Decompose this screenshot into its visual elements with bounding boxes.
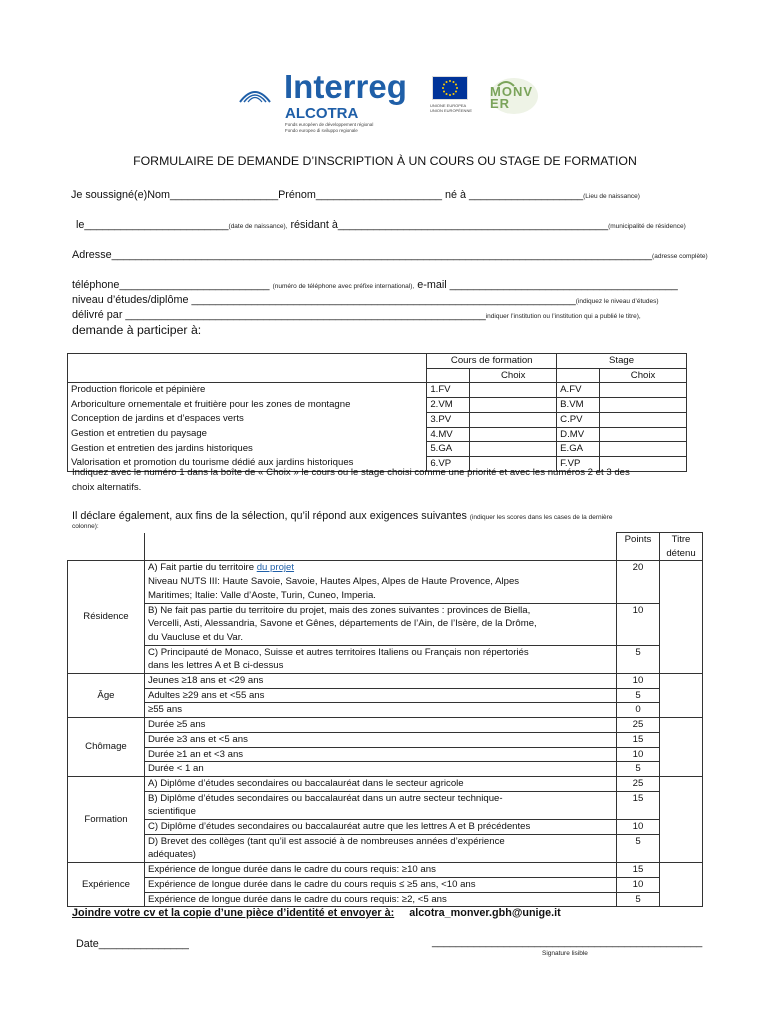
alcotra-logo-text: ALCOTRA (285, 105, 359, 122)
points-value: 10 (617, 603, 660, 645)
phone-field[interactable]: _________________________ (119, 279, 270, 291)
course-code: 4.MV (427, 427, 470, 442)
formation-row (68, 820, 703, 835)
residence-c-line-2: dans les lettres A et B ci-dessus (147, 660, 284, 672)
course-row (68, 412, 687, 427)
residence-option-c (144, 645, 616, 673)
experience-row (68, 892, 703, 907)
age-row (68, 703, 703, 718)
birth-residence-line (76, 219, 686, 231)
prenom-label: Prénom (278, 189, 316, 201)
stage-choice-box[interactable] (600, 412, 687, 427)
eu-stars-icon (433, 77, 467, 99)
nom-label: Je soussigné(e)Nom (71, 189, 171, 201)
points-value: 5 (617, 834, 660, 862)
chomage-option: Durée ≥5 ans (144, 718, 616, 733)
choice-instruction-2: choix alternatifs. (72, 482, 142, 493)
stage-code: F.VP (557, 456, 600, 471)
stage-header: Stage (557, 354, 687, 369)
formation-label: Formation (68, 776, 145, 862)
interreg-logo-text: Interreg (284, 68, 407, 105)
residence-row-b (68, 603, 703, 645)
course-code: 5.GA (427, 442, 470, 457)
birthdate-field[interactable]: ________________________ (84, 219, 229, 231)
formation-option-a: A) Diplôme d’études secondaires ou baccalauréat dans le secteur agricole (144, 776, 616, 791)
residence-note: (municipalité de résidence) (608, 223, 686, 230)
chomage-row (68, 762, 703, 777)
course-row (68, 427, 687, 442)
course-name: Gestion et entretien des jardins historiques (68, 442, 427, 457)
address-field[interactable]: __________________________________________________________________________________________ (111, 249, 653, 261)
study-level-label: niveau d’études/diplôme (72, 294, 189, 306)
chomage-option: Durée < 1 an (144, 762, 616, 777)
points-value: 15 (617, 791, 660, 819)
experience-row (68, 877, 703, 892)
points-value: 10 (617, 674, 660, 689)
points-value: 25 (617, 776, 660, 791)
chomage-option: Durée ≥1 an et <3 ans (144, 747, 616, 762)
age-label: Âge (68, 674, 145, 718)
experience-option: Expérience de longue durée dans le cadre du cours requis: ≥10 ans (144, 863, 616, 878)
titre-header (659, 533, 702, 561)
stage-choice-box[interactable] (600, 383, 687, 398)
birthplace-field[interactable]: ___________________ (469, 189, 584, 201)
formation-d-line-2: adéquates) (147, 849, 196, 861)
cours-choice-header: Choix (470, 368, 557, 383)
residence-option-a (144, 561, 616, 603)
points-value: 5 (617, 688, 660, 703)
titre-box[interactable] (659, 674, 702, 718)
points-value: 25 (617, 718, 660, 733)
phone-line (72, 279, 678, 291)
points-value: 10 (617, 877, 660, 892)
experience-option: Expérience de longue durée dans le cadre du cours requis: ≥2, <5 ans (144, 892, 616, 907)
residence-row-a (68, 561, 703, 603)
eu-caption-2: UNION EUROPÉENNE (430, 108, 473, 113)
submission-line (72, 907, 561, 919)
formation-row (68, 791, 703, 819)
course-choice-box[interactable] (470, 412, 557, 427)
residence-option-b (144, 603, 616, 645)
titre-box[interactable] (659, 561, 702, 674)
chomage-label: Chômage (68, 718, 145, 777)
course-name: Conception de jardins et d’espaces verts (68, 412, 427, 427)
course-code: 1.FV (427, 383, 470, 398)
course-choice-box[interactable] (470, 427, 557, 442)
course-code: 6.VP (427, 456, 470, 471)
stage-choice-box[interactable] (600, 398, 687, 413)
formation-b-line-1: B) Diplôme d’études secondaires ou baccalauréat dans un autre secteur technique- (147, 792, 503, 804)
residence-a-line-1: A) Fait partie du territoire (147, 562, 257, 574)
ne-label: né à (445, 189, 467, 201)
formation-option-c: C) Diplôme d’études secondaires ou baccalauréat autre que les lettres A et B précédentes (144, 820, 616, 835)
residence-b-line-1: B) Ne fait pas partie du territoire du projet, mais des zones suivantes : provinces de Biella, (147, 604, 531, 616)
choice-instruction-1: Indiquez avec le numéro 1 dans la boîte de « Choix » le cours ou le stage choisi comme une priorité et avec les numéros 2 et 3 des (72, 467, 630, 478)
course-name: Production floricole et pépinière (68, 383, 427, 398)
address-label: Adresse (72, 249, 112, 261)
signature-field[interactable]: _____________________________________________ (432, 936, 703, 948)
monver-logo-text: MONVER (490, 84, 533, 111)
points-value: 20 (617, 561, 660, 603)
titre-box[interactable] (659, 776, 702, 862)
courses-header-row (68, 354, 687, 369)
header-logos (238, 70, 558, 140)
residence-field[interactable]: _____________________________________________ (337, 219, 609, 231)
resident-label: résidant à (290, 219, 338, 231)
points-value: 15 (617, 863, 660, 878)
page-title: FORMULAIRE DE DEMANDE D’INSCRIPTION À UN COURS OU STAGE DE FORMATION (133, 154, 637, 168)
residence-b-line-3: du Vaucluse et du Var. (147, 631, 244, 643)
stage-code: E.GA (557, 442, 600, 457)
residence-c-line-1: C) Principauté de Monaco, Suisse et autres territoires Italiens ou Français non répertoriés (147, 646, 529, 658)
study-level-field[interactable]: ________________________________________________________________ (191, 294, 576, 306)
course-choice-box[interactable] (470, 442, 557, 457)
age-option: Jeunes ≥18 ans et <29 ans (144, 674, 616, 689)
cours-header: Cours de formation (427, 354, 557, 369)
phone-label: téléphone (72, 279, 120, 291)
courses-table (67, 353, 687, 472)
age-row (68, 688, 703, 703)
stage-code: C.PV (557, 412, 600, 427)
chomage-row (68, 732, 703, 747)
stage-code: D.MV (557, 427, 600, 442)
points-value: 15 (617, 732, 660, 747)
submission-instruction: Joindre votre cv et la copie d’une pièce d’identité et envoyer à: (72, 907, 395, 919)
fund-line-1: Fonds européen de développement régional (285, 122, 374, 127)
age-option: ≥55 ans (144, 703, 616, 718)
chomage-row (68, 718, 703, 733)
titre-header-line-2: détenu (666, 547, 696, 559)
chomage-option: Durée ≥3 ans et <5 ans (144, 732, 616, 747)
interreg-swirl-icon (238, 82, 272, 104)
criteria-table (67, 532, 703, 907)
formation-row (68, 834, 703, 862)
email-field[interactable]: ______________________________________ (449, 279, 678, 291)
residence-b-line-2: Vercelli, Asti, Alessandria, Savone et Gênes, départements de l’Ain, de l’Isère, de la Drôme, (147, 618, 537, 630)
issuer-note: indiquer l’institution ou l’institution qui a publié le titre), (485, 313, 641, 320)
study-level-line (72, 294, 659, 306)
stage-choice-box[interactable] (600, 442, 687, 457)
chomage-row (68, 747, 703, 762)
age-option: Adultes ≥29 ans et <55 ans (144, 688, 616, 703)
experience-label: Expérience (68, 863, 145, 907)
course-row (68, 383, 687, 398)
titre-header-line-1: Titre (671, 534, 691, 545)
course-name: Gestion et entretien du paysage (68, 427, 427, 442)
stage-choice-box[interactable] (600, 427, 687, 442)
project-link[interactable]: du projet (256, 562, 295, 574)
points-value: 0 (617, 703, 660, 718)
formation-row (68, 776, 703, 791)
points-header: Points (617, 533, 660, 561)
course-row (68, 442, 687, 457)
residence-label: Résidence (68, 561, 145, 674)
email-label: e-mail (417, 279, 447, 291)
eu-flag-icon (432, 76, 468, 100)
stage-code: B.VM (557, 398, 600, 413)
birthplace-note: (Lieu de naissance) (583, 193, 640, 200)
birthdate-note: (date de naissance), (228, 223, 288, 230)
course-code: 3.PV (427, 412, 470, 427)
declaration-text: Il déclare également, aux fins de la sélection, qu’il répond aux exigences suivantes (72, 510, 467, 522)
points-value: 5 (617, 892, 660, 907)
formation-d-line-1: D) Brevet des collèges (tant qu’il est associé à de nombreuses années d’expérience (147, 835, 505, 847)
issuer-label: délivré par (72, 309, 123, 321)
points-value: 5 (617, 645, 660, 673)
criteria-header-row (68, 533, 703, 561)
stage-choice-header: Choix (600, 368, 687, 383)
course-choice-box[interactable] (470, 398, 557, 413)
fund-line-2: Fondo europeo di sviluppo regionale (285, 128, 358, 133)
submission-email[interactable]: alcotra_monver.gbh@unige.it (409, 907, 561, 919)
identity-line (71, 189, 640, 201)
formation-option-d (144, 834, 616, 862)
participation-heading: demande à participer à: (72, 323, 202, 337)
prenom-field[interactable]: _____________________ (315, 189, 446, 201)
residence-a-line-2: Niveau NUTS III: Haute Savoie, Savoie, Hautes Alpes, Alpes de Haute Provence, Alpes (147, 576, 520, 588)
residence-a-line-3: Maritimes; Italie: Valle d’Aoste, Turin, Cuneo, Imperia. (147, 589, 376, 601)
points-value: 10 (617, 747, 660, 762)
date-field[interactable]: Date_______________ (76, 938, 189, 950)
date-label: le (76, 219, 85, 231)
points-value: 10 (617, 820, 660, 835)
points-value: 5 (617, 762, 660, 777)
course-choice-box[interactable] (470, 383, 557, 398)
eu-caption-1: UNIONE EUROPEA (430, 103, 467, 108)
issuer-line (72, 309, 641, 321)
formation-option-b (144, 791, 616, 819)
declaration-line (72, 510, 612, 522)
choice-header-row (68, 368, 687, 383)
study-level-note: (indiquez le niveau d’études) (575, 298, 659, 305)
residence-row-c (68, 645, 703, 673)
experience-row (68, 863, 703, 878)
phone-note: (numéro de téléphone avec préfixe international), (272, 283, 415, 290)
formation-b-line-2: scientifique (147, 806, 196, 818)
titre-box[interactable] (659, 863, 702, 907)
course-name: Valorisation et promotion du tourisme dédié aux jardins historiques (68, 456, 427, 471)
stage-code: A.FV (557, 383, 600, 398)
declaration-note-2: colonne): (72, 523, 99, 530)
issuer-field[interactable]: ____________________________________________________________ (125, 309, 486, 321)
course-row (68, 398, 687, 413)
experience-option: Expérience de longue durée dans le cadre du cours requis ≤ ≥5 ans, <10 ans (144, 877, 616, 892)
course-name: Arboriculture ornementale et fruitière pour les zones de montagne (68, 398, 427, 413)
titre-box[interactable] (659, 718, 702, 777)
address-note: (adresse complète) (652, 253, 708, 260)
declaration-note: (indiquer les scores dans les cases de la dernière (469, 514, 613, 521)
address-line (72, 249, 708, 261)
age-row (68, 674, 703, 689)
signature-label: Signature lisible (542, 950, 588, 957)
nom-field[interactable]: __________________ (170, 189, 279, 201)
course-code: 2.VM (427, 398, 470, 413)
